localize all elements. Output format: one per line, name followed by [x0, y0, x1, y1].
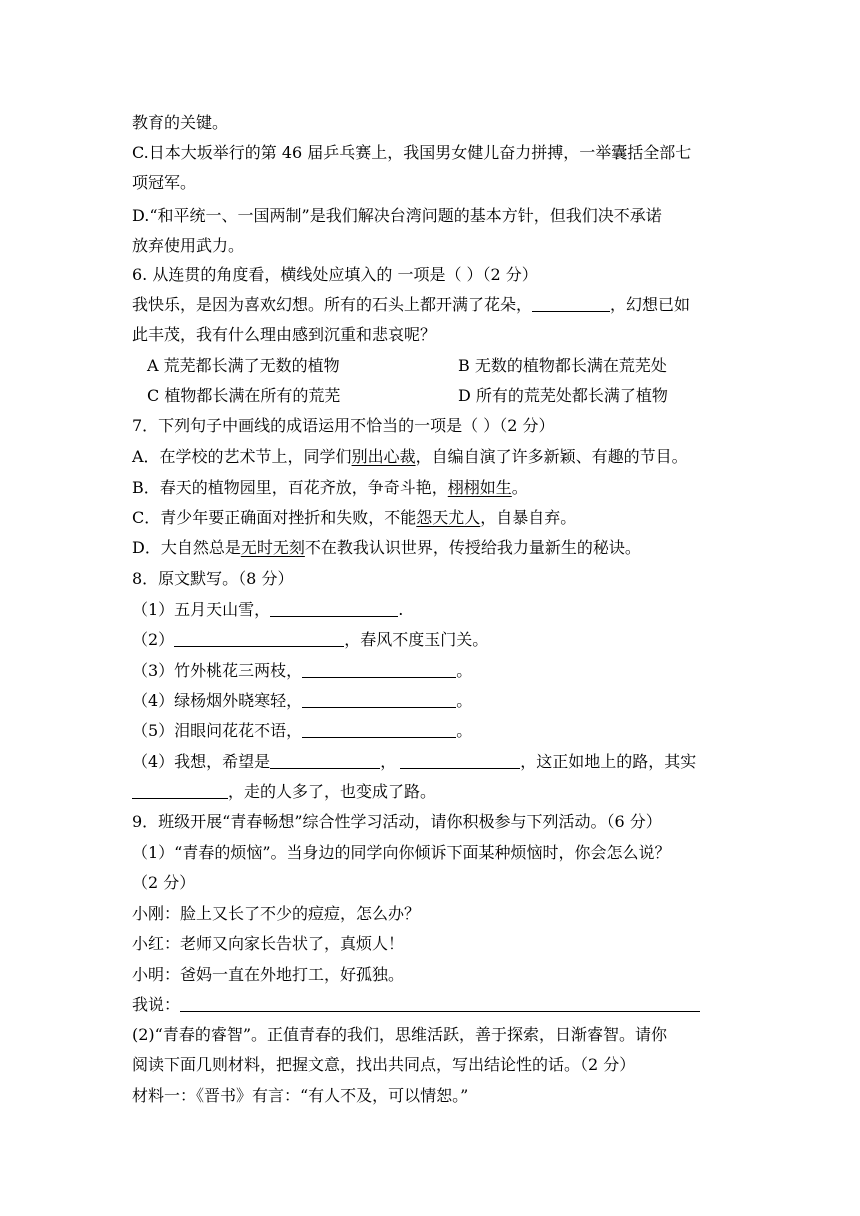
- q8-line-1-prompt: （1）五月天山雪，: [132, 600, 271, 619]
- q9-part2-line2: 阅读下面几则材料，把握文意，找出共同点，写出结论性的话。（2 分）: [132, 1055, 636, 1074]
- q5-option-d-line1: D.“和平统一、一国两制”是我们解决台湾问题的基本方针，但我们决不承诺: [132, 206, 662, 225]
- q6-answer-blank[interactable]: [532, 295, 610, 312]
- q8-line-2-blank[interactable]: [174, 630, 344, 647]
- q8-line-1: [132, 600, 403, 620]
- q7-option-c-idiom: 怨天尤人: [416, 508, 481, 527]
- q8-line-1-blank[interactable]: [270, 600, 398, 617]
- q9-part2-line1: (2)“青春的睿智”。正值青春的我们，思维活跃，善于探索，日渐睿智。请你: [132, 1025, 668, 1044]
- q7-option-b-idiom: 栩栩如生: [447, 478, 512, 497]
- q6-option-a: A 荒芜都长满了无数的植物: [147, 356, 340, 375]
- q8-line-6-tail: ，走的人多了，也变成了路。: [228, 782, 437, 801]
- q8-line-4-blank[interactable]: [302, 691, 456, 708]
- q6-passage-after-blank: ，幻想已如: [610, 295, 691, 314]
- q6-passage-line1: [132, 295, 690, 315]
- q7-option-d-text-end: 不在教我认识世界，传授给我力量新生的秘诀。: [304, 538, 641, 557]
- q8-line-6-comma: ，: [380, 752, 397, 771]
- q6-option-c: C 植物都长满在所有的荒芜: [147, 386, 341, 405]
- q6-option-b: B 无数的植物都长满在荒芜处: [458, 356, 667, 375]
- q6-stem: 6. 从连贯的角度看，横线处应填入的 一项是（ ）（2 分）: [132, 265, 538, 284]
- q8-line-5-blank[interactable]: [302, 721, 456, 738]
- q8-line-3: [132, 661, 472, 681]
- q9-stem: 9．班级开展“青春畅想”综合性学习活动，请你积极参与下列活动。（6 分）: [132, 812, 662, 831]
- q7-stem: 7．下列句子中画线的成语运用不恰当的一项是（ ）（2 分）: [132, 416, 555, 435]
- q8-line-6-prompt: （4）我想，希望是: [132, 752, 271, 771]
- q8-line-4-end: 。: [456, 691, 473, 710]
- q9-xiaohong: 小红：老师又向家长告状了，真烦人！: [132, 934, 405, 953]
- q9-xiaoming: 小明：爸妈一直在外地打工，好孤独。: [132, 965, 405, 984]
- q7-option-d: [132, 538, 641, 558]
- q7-option-d-idiom: 无时无刻: [240, 538, 305, 557]
- q7-option-a-idiom: 别出心裁: [351, 447, 416, 466]
- q6-option-d: D 所有的荒芜处都长满了植物: [458, 386, 668, 405]
- q7-option-c-text: C．青少年要正确面对挫折和失败，不能: [132, 508, 417, 527]
- q9-material-1: 材料一：《晋书》有言：“有人不及，可以情恕。”: [132, 1086, 469, 1105]
- q5-option-b-tail: 教育的关键。: [132, 113, 229, 132]
- q8-line-2: [132, 630, 488, 650]
- q6-passage-before-blank: 我快乐，是因为喜欢幻想。所有的石头上都开满了花朵，: [132, 295, 533, 314]
- q8-line-6: [132, 752, 696, 772]
- q5-option-c-line2: 项冠军。: [132, 173, 197, 192]
- q8-line-3-end: 。: [456, 661, 473, 680]
- q8-line-4: [132, 691, 472, 711]
- q7-option-b-text-end: 。: [511, 478, 528, 497]
- q8-line-6-blank-a[interactable]: [270, 752, 380, 769]
- q7-option-c-text-end: ，自暴自弃。: [480, 508, 577, 527]
- q9-my-answer-label: 我说：: [132, 995, 181, 1014]
- q8-line-5: [132, 721, 472, 741]
- q8-stem: 8．原文默写。（8 分）: [132, 569, 294, 588]
- q7-option-a-text-end: ，自编自演了许多新颖、有趣的节目。: [415, 447, 688, 466]
- q8-line-5-prompt: （5）泪眼问花花不语，: [132, 721, 303, 740]
- q8-line-3-prompt: （3）竹外桃花三两枝，: [132, 661, 303, 680]
- q6-passage-line2: 此丰茂，我有什么理由感到沉重和悲哀呢？: [132, 325, 437, 344]
- q7-option-b-text: B．春天的植物园里，百花齐放，争奇斗艳，: [132, 478, 448, 497]
- q7-option-a-text: A．在学校的艺术节上，同学们: [132, 447, 352, 466]
- q7-option-c: [132, 508, 576, 528]
- q9-xiaogang: 小刚：脸上又长了不少的痘痘，怎么办？: [132, 904, 421, 923]
- q7-option-d-text: D．大自然总是: [132, 538, 241, 557]
- q8-line-2-text: ，春风不度玉门关。: [344, 630, 489, 649]
- q7-option-b: [132, 478, 528, 498]
- q8-line-6-blank-c[interactable]: [132, 782, 228, 799]
- q5-option-d-line2: 放弃使用武力。: [132, 236, 245, 255]
- q7-option-a: [132, 447, 688, 467]
- q9-my-answer-blank[interactable]: [180, 995, 700, 1012]
- q9-part1-line2: （2 分）: [132, 873, 196, 892]
- q8-line-6-continued: [132, 782, 436, 802]
- q5-option-c-line1: C.日本大坂举行的第 46 届乒乓赛上，我国男女健儿奋力拼搏，一举囊括全部七: [132, 143, 692, 162]
- q8-line-6-text: ，这正如地上的路，其实: [520, 752, 697, 771]
- q8-line-1-end: .: [398, 600, 404, 619]
- q9-part1-line1: （1）“青春的烦恼”。当身边的同学向你倾诉下面某种烦恼时，你会怎么说？: [132, 843, 671, 862]
- q8-line-2-number: （2）: [132, 630, 175, 649]
- q8-line-4-prompt: （4）绿杨烟外晓寒轻，: [132, 691, 303, 710]
- q8-line-3-blank[interactable]: [302, 661, 456, 678]
- q8-line-6-blank-b[interactable]: [400, 752, 520, 769]
- q8-line-5-end: 。: [456, 721, 473, 740]
- q9-my-answer: [132, 995, 700, 1015]
